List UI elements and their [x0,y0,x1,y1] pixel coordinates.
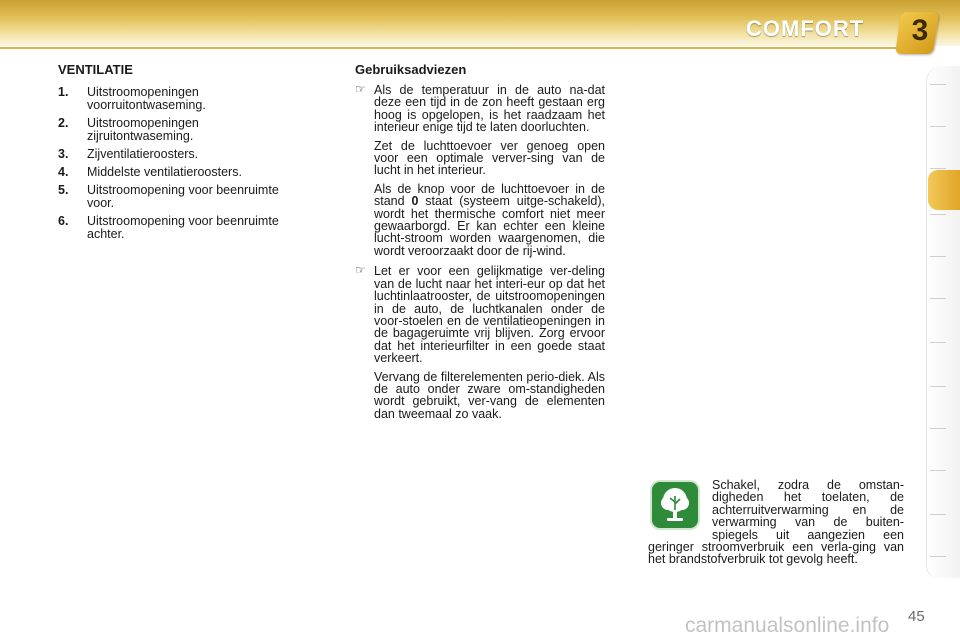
item-text: Uitstroomopening voor beenruimte achter. [87,214,279,241]
advice-paragraph [355,371,605,421]
item-text: Uitstroomopening voor beenruimte voor. [87,183,279,210]
advice-title: Gebruiksadviezen [355,62,467,77]
active-chapter-tab[interactable] [928,170,960,210]
eco-tree-icon [652,482,698,528]
list-item [58,86,298,112]
item-number: 5. [58,183,69,197]
tab-divider [930,256,946,257]
advice-paragraph [355,265,605,364]
tab-divider [930,556,946,557]
tab-divider [930,428,946,429]
item-number: 6. [58,214,69,228]
tab-divider [930,514,946,515]
tab-divider [930,168,946,169]
paragraph-text: Let er voor een gelijkmatige ver-deling van de lucht naar het interi-eur op dat het luchtinlaatrooster, de uitstroomopeningen in de auto, de luchtkanalen onder de voor-stoelen en de ventilatieopeningen in de bagageruimte vrij blijven. Zorg ervoor dat het interieurfilter in een goede staat verkeert. [374,264,605,366]
list-item [58,215,298,241]
item-number: 2. [58,116,69,130]
tab-divider [930,126,946,127]
pointing-hand-icon: ☞ [355,82,366,96]
list-item [58,166,298,179]
eco-tip [648,479,904,566]
item-number: 3. [58,147,69,161]
tab-divider [930,470,946,471]
vent-list [58,86,298,246]
paragraph-text: Vervang de filterelementen perio-diek. Als de auto onder zware om-standigheden wordt gebruikt, ver-vang de elementen dan tweemaal zo vaak. [374,369,605,421]
item-text: Zijventilatieroosters. [87,147,199,161]
advice-paragraph [355,84,605,134]
item-number: 1. [58,85,69,99]
paragraph-text: staat (systeem uitge-schakeld), wordt het thermische comfort niet meer gewaarborgd. Er kan echter een kleine lucht-stroom worden waargenomen, die wordt veroorzaakt door de rij-wind. [374,194,605,258]
chapter-title: COMFORT [746,16,865,41]
tab-divider [930,298,946,299]
advice-paragraph [355,140,605,177]
eco-text: Schakel, zodra de omstan-digheden het toelaten, de achterruitverwarming en de verwarming van de buiten-spiegels uit aangezien een geringer stroomverbruik een verla-ging van het brandstofverbruik tot gevolg heeft. [648,478,904,567]
list-item [58,148,298,161]
watermark: carmanualsonline.info [685,614,890,637]
tab-divider [930,214,946,215]
list-item [58,117,298,143]
tab-divider [930,84,946,85]
header-divider [0,47,905,49]
paragraph-text: Als de knop voor de luchttoevoer in de stand [374,181,605,209]
page-number: 45 [908,608,925,625]
pointing-hand-icon: ☞ [355,263,366,278]
tab-divider [930,386,946,387]
item-text: Middelste ventilatieroosters. [87,165,242,179]
item-number: 4. [58,165,69,179]
item-text: Uitstroomopeningen zijruitontwaseming. [87,116,199,143]
list-item [58,184,298,210]
setting-value: 0 [411,194,419,209]
item-text: Uitstroomopeningen voorruitontwaseming. [87,85,206,112]
advice-paragraph [355,183,605,257]
chapter-number: 3 [911,14,929,47]
paragraph-text: Zet de luchttoevoer ver genoeg open voor een optimale verver-sing van de lucht in het interieur. [374,138,605,178]
paragraph-text: Als de temperatuur in de auto na-dat deze een tijd in de zon heeft gestaan erg hoog is opgelopen, is het raadzaam het interieur enige tijd te laten doorluchten. [374,83,605,135]
chapter-tab-strip [926,66,960,578]
section-title: VENTILATIE [58,62,133,77]
advice-column [355,84,605,426]
tab-divider [930,342,946,343]
